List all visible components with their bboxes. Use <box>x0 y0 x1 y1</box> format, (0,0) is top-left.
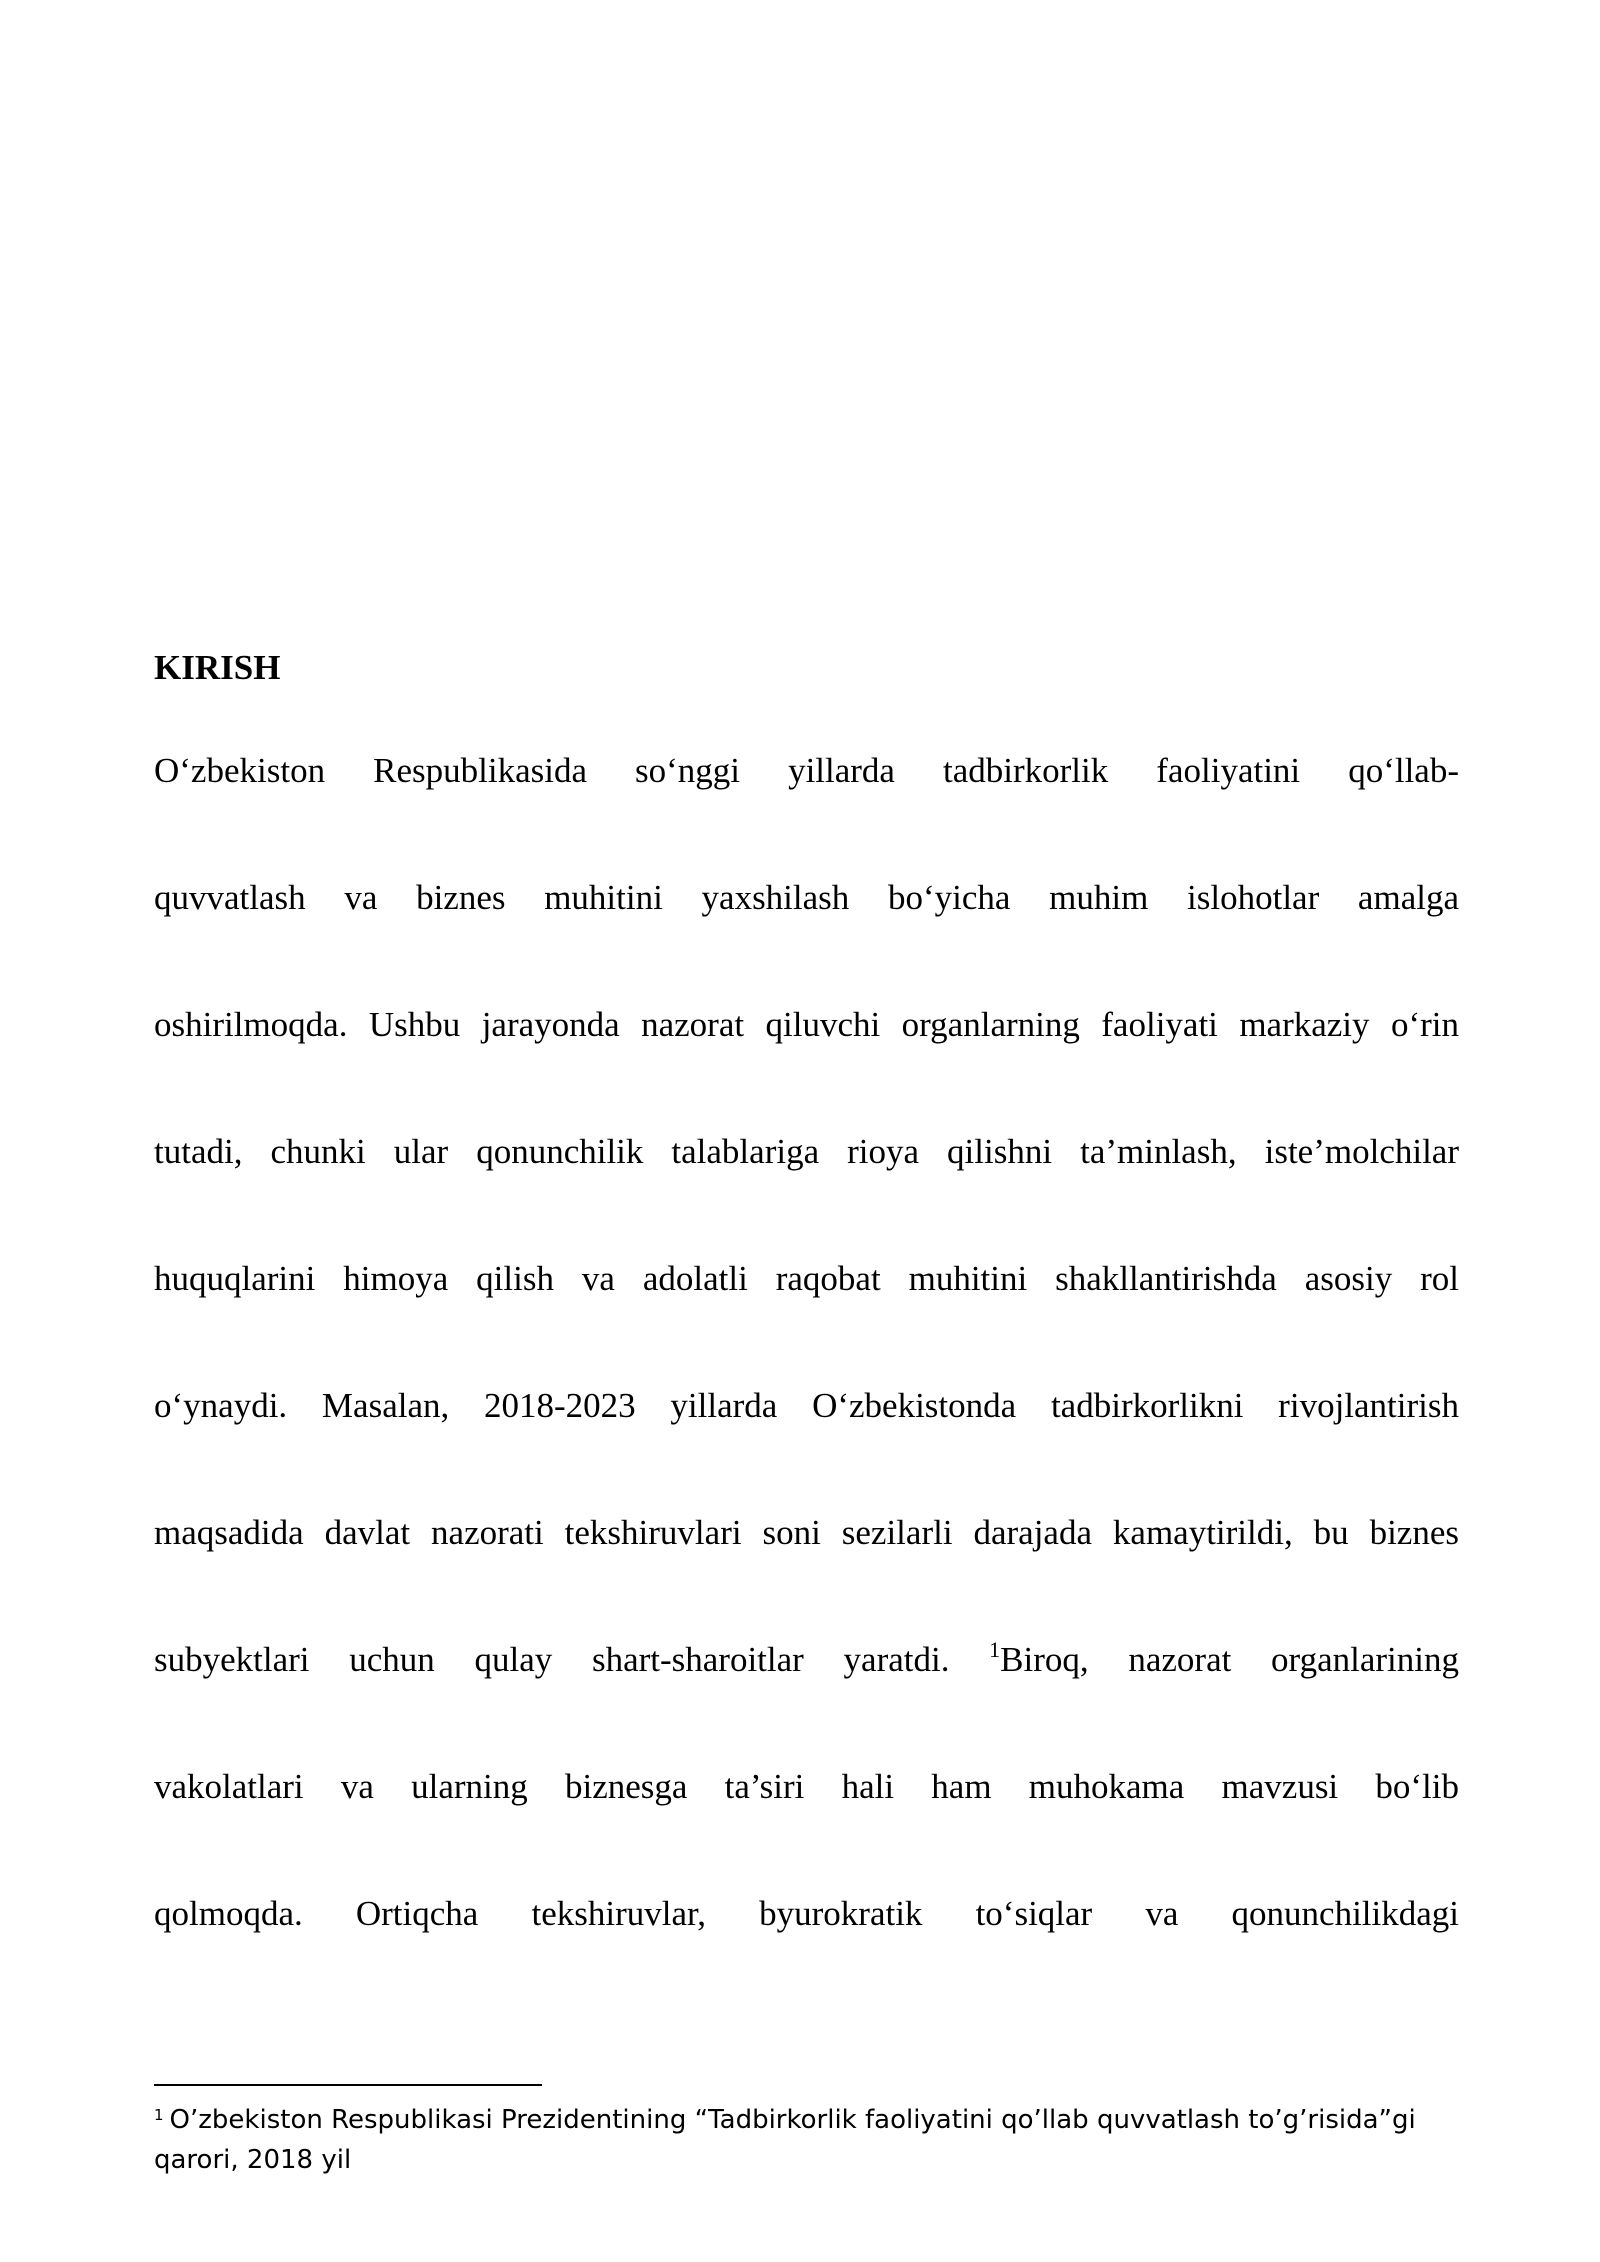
footnote-separator <box>154 2084 542 2086</box>
paragraph-line: oshirilmoqda. Ushbu jarayonda nazorat qiluvchi organlarning faoliyati markaziy o‘rin <box>154 1005 1459 1044</box>
footnote-number: 1 <box>154 2106 164 2124</box>
footnote-text: O’zbekiston Respublikasi Prezidentining “Tadbirkorlik faoliyatini qo’llab quvvatlash to’g’risida”gi qarori, 2018 yil <box>154 2105 1416 2175</box>
section-heading: KIRISH <box>154 648 281 687</box>
paragraph-line: maqsadida davlat nazorati tekshiruvlari soni sezilarli darajada kamaytirildi, bu biznes <box>154 1513 1459 1552</box>
paragraph-line: quvvatlash va biznes muhitini yaxshilash bo‘yicha muhim islohotlar amalga <box>154 878 1459 917</box>
paragraph-line: o‘ynaydi. Masalan, 2018-2023 yillarda O‘zbekistonda tadbirkorlikni rivojlantirish <box>154 1386 1459 1425</box>
footnote <box>154 2100 1459 2180</box>
paragraph-line: vakolatlari va ularning biznesga ta’siri hali ham muhokama mavzusi bo‘lib <box>154 1767 1459 1806</box>
paragraph-line: huquqlarini himoya qilish va adolatli raqobat muhitini shakllantirishda asosiy rol <box>154 1259 1459 1298</box>
line-text-after-footnote: Biroq, nazorat organlarining <box>1000 1640 1459 1679</box>
paragraph-line: tutadi, chunki ular qonunchilik talablariga rioya qilishni ta’minlash, iste’molchilar <box>154 1132 1459 1171</box>
paragraph-line-with-footnote <box>154 1638 1459 1765</box>
paragraph-line: qolmoqda. Ortiqcha tekshiruvlar, byurokratik to‘siqlar va qonunchilikdagi <box>154 1894 1459 1933</box>
line-text-before-footnote: subyektlari uchun qulay shart-sharoitlar yaratdi. <box>154 1640 990 1679</box>
paragraph-line: O‘zbekiston Respublikasida so‘nggi yillarda tadbirkorlik faoliyatini qo‘llab- <box>154 751 1459 790</box>
body-paragraph <box>154 749 1459 2019</box>
footnote-reference[interactable]: 1 <box>989 1637 1001 1662</box>
